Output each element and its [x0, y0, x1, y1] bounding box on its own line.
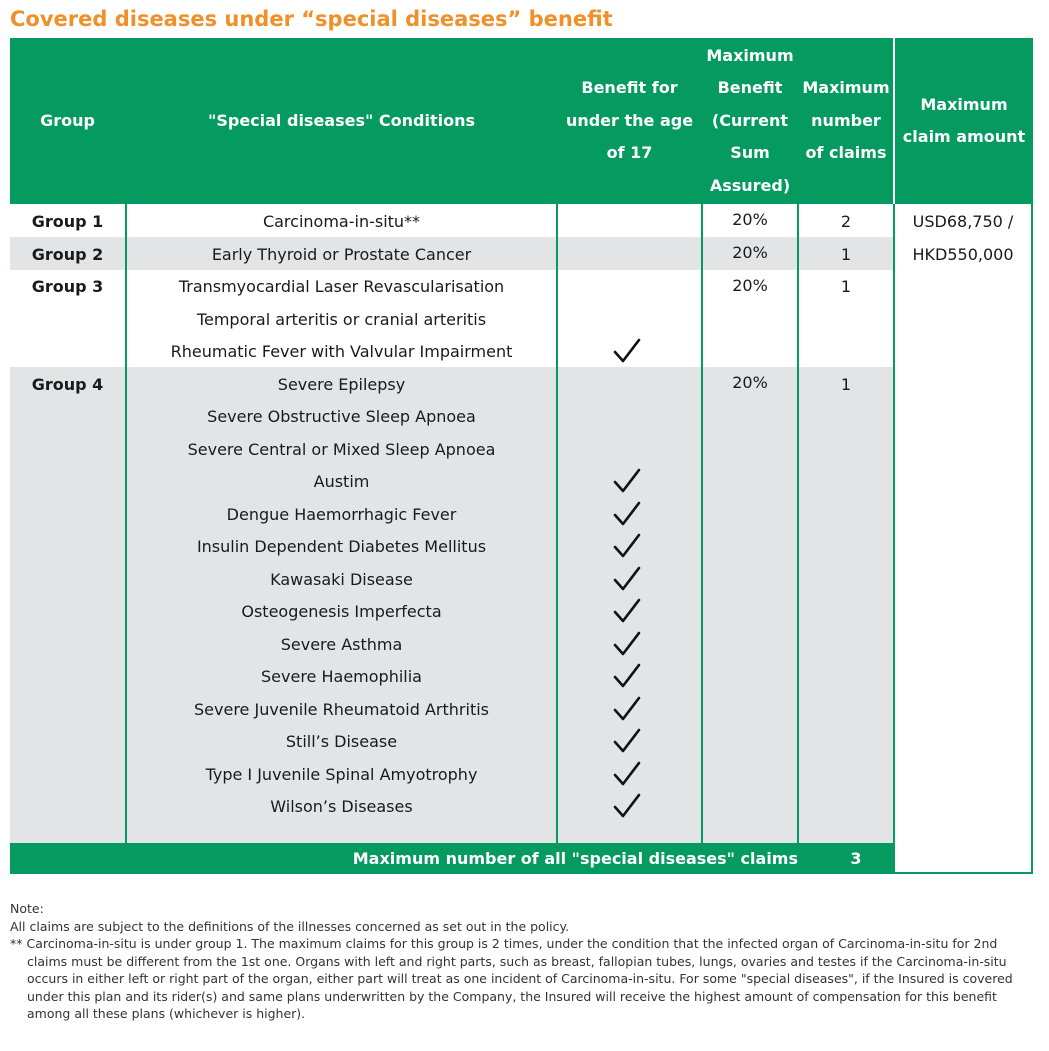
group-max-benefit: 20% — [732, 243, 768, 262]
checkmark-icon — [611, 760, 643, 788]
column-divider — [893, 38, 895, 204]
footer-value: 3 — [850, 849, 862, 868]
notes — [10, 900, 1040, 1023]
condition-name: Kawasaki Disease — [270, 569, 413, 589]
condition-name: Dengue Haemorrhagic Fever — [226, 504, 457, 524]
condition-name: Rheumatic Fever with Valvular Impairment — [170, 342, 513, 361]
condition-name: Severe Epilepsy — [277, 374, 406, 394]
column-divider — [556, 38, 558, 843]
checkmark-icon — [611, 630, 643, 658]
header-group: Group — [10, 38, 125, 204]
table-footer — [10, 843, 893, 874]
checkmark-icon — [611, 500, 643, 528]
condition-name: Severe Juvenile Rheumatoid Arthritis — [194, 699, 489, 719]
page-title: Covered diseases under “special diseases” benefit — [10, 7, 613, 31]
condition-name: Early Thyroid or Prostate Cancer — [211, 244, 472, 264]
checkmark-icon — [611, 727, 643, 755]
checkmark-icon — [611, 532, 643, 560]
note-line: ** Carcinoma-in-situ is under group 1. The maximum claims for this group is 2 times, under the condition that the infected organ of Carcinoma-in-situ for 2nd claims must be different from the 1st one. Organs with left and right parts, such as breast, fallopian tubes, lungs, ovaries and testes if the Carcinoma-in-situ occurs in either left or right part of the organ, either part will treat as one incident of Carcinoma-in-situ. For some "special diseases", if the Insured is covered under this plan and its rider(s) and same plans underwritten by the Company, the Insured will receive the highest amount of compensation for this benefit among all these plans (whichever is higher). — [10, 936, 1013, 1021]
checkmark-icon — [611, 792, 643, 820]
checkmark-icon — [611, 695, 643, 723]
max-amount-column — [893, 204, 1033, 874]
group-max-claims: 1 — [840, 374, 852, 394]
group-max-claims: 1 — [840, 244, 852, 264]
column-divider — [701, 38, 703, 843]
condition-name: Type I Juvenile Spinal Amyotrophy — [205, 764, 478, 784]
condition-name: Insulin Dependent Diabetes Mellitus — [196, 537, 487, 556]
condition-name: Severe Central or Mixed Sleep Apnoea — [187, 439, 496, 459]
condition-name: Osteogenesis Imperfecta — [241, 602, 442, 621]
condition-name: Wilson’s Diseases — [270, 797, 413, 816]
group-label: Group 3 — [31, 277, 104, 296]
condition-name: Transmyocardial Laser Revascularisation — [178, 277, 505, 296]
condition-name: Carcinoma-in-situ** — [262, 212, 421, 231]
group-max-benefit: 20% — [732, 210, 768, 229]
checkmark-icon — [611, 467, 643, 495]
checkmark-icon — [611, 662, 643, 690]
header-max-amount: Maximum claim amount — [895, 38, 1033, 204]
group-label: Group 1 — [31, 212, 104, 231]
checkmark-icon — [611, 337, 643, 365]
header-max-claims: Maximum number of claims — [799, 38, 893, 204]
column-divider — [797, 38, 799, 843]
condition-name: Austim — [313, 472, 370, 491]
group-max-claims: 1 — [840, 277, 852, 296]
group-max-benefit: 20% — [732, 276, 768, 295]
condition-name: Severe Haemophilia — [261, 667, 422, 686]
max-claim-amount-line: HKD550,000 — [912, 244, 1014, 264]
footer-label: Maximum number of all "special diseases" claims — [352, 849, 798, 868]
group-label: Group 2 — [31, 244, 104, 264]
note-line: All claims are subject to the definitions of the illnesses concerned as set out in the policy. — [10, 918, 570, 934]
header-conditions: "Special diseases" Conditions — [127, 38, 556, 204]
group-max-claims: 2 — [840, 212, 852, 231]
header-max-benefit: Maximum Benefit (Current Sum Assured) — [703, 38, 797, 204]
condition-name: Severe Asthma — [280, 634, 403, 654]
group-label: Group 4 — [31, 374, 104, 394]
condition-name: Temporal arteritis or cranial arteritis — [196, 309, 487, 329]
checkmark-icon — [611, 597, 643, 625]
group-max-benefit: 20% — [732, 373, 768, 392]
checkmark-icon — [611, 565, 643, 593]
condition-name: Still’s Disease — [285, 732, 398, 751]
notes-heading: Note: — [10, 901, 44, 916]
max-claim-amount-line: USD68,750 / — [912, 212, 1014, 231]
condition-name: Severe Obstructive Sleep Apnoea — [207, 407, 476, 426]
header-under17: Benefit for under the age of 17 — [558, 38, 701, 204]
